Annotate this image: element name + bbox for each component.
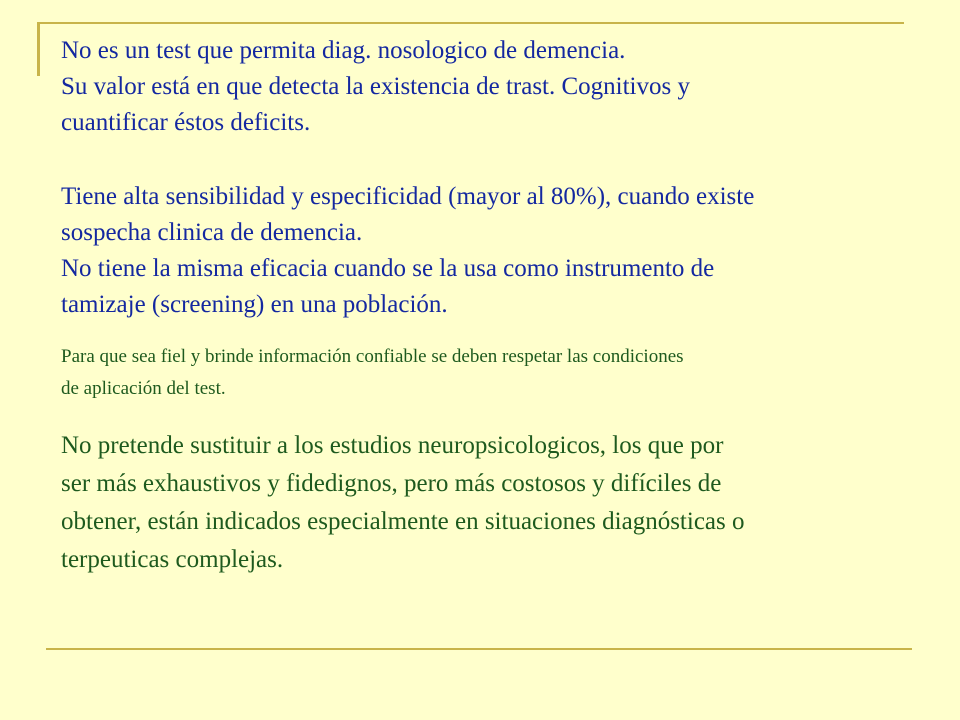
- paragraph-neuropsych: [61, 427, 921, 579]
- paragraph-conditions: [61, 341, 921, 405]
- text-line: obtener, están indicados especialmente en situaciones diagnósticas o: [61, 508, 745, 535]
- bottom-rule: [46, 648, 912, 650]
- text-line: cuantificar éstos deficits.: [61, 109, 311, 136]
- left-accent-rule: [37, 22, 40, 76]
- text-line: Para que sea fiel y brinde información confiable se deben respetar las condiciones: [61, 346, 684, 367]
- text-line: Su valor está en que detecta la existencia de trast. Cognitivos y: [61, 73, 690, 100]
- top-rule: [40, 22, 904, 24]
- text-line: ser más exhaustivos y fidedignos, pero más costosos y difíciles de: [61, 470, 722, 497]
- text-line: No pretende sustituir a los estudios neuropsicologicos, los que por: [61, 432, 724, 459]
- text-line: terpeuticas complejas.: [61, 546, 284, 573]
- text-line: No es un test que permita diag. nosologico de demencia.: [61, 37, 626, 64]
- text-line: Tiene alta sensibilidad y especificidad (mayor al 80%), cuando existe: [61, 183, 755, 210]
- slide-body: [61, 33, 921, 579]
- text-line: sospecha clinica de demencia.: [61, 219, 363, 246]
- paragraph-screening: [61, 251, 921, 323]
- text-line: tamizaje (screening) en una población.: [61, 291, 448, 318]
- text-line: de aplicación del test.: [61, 378, 226, 399]
- paragraph-sensitivity: [61, 179, 921, 251]
- text-line: No tiene la misma eficacia cuando se la usa como instrumento de: [61, 255, 715, 282]
- paragraph-test-purpose: [61, 33, 921, 141]
